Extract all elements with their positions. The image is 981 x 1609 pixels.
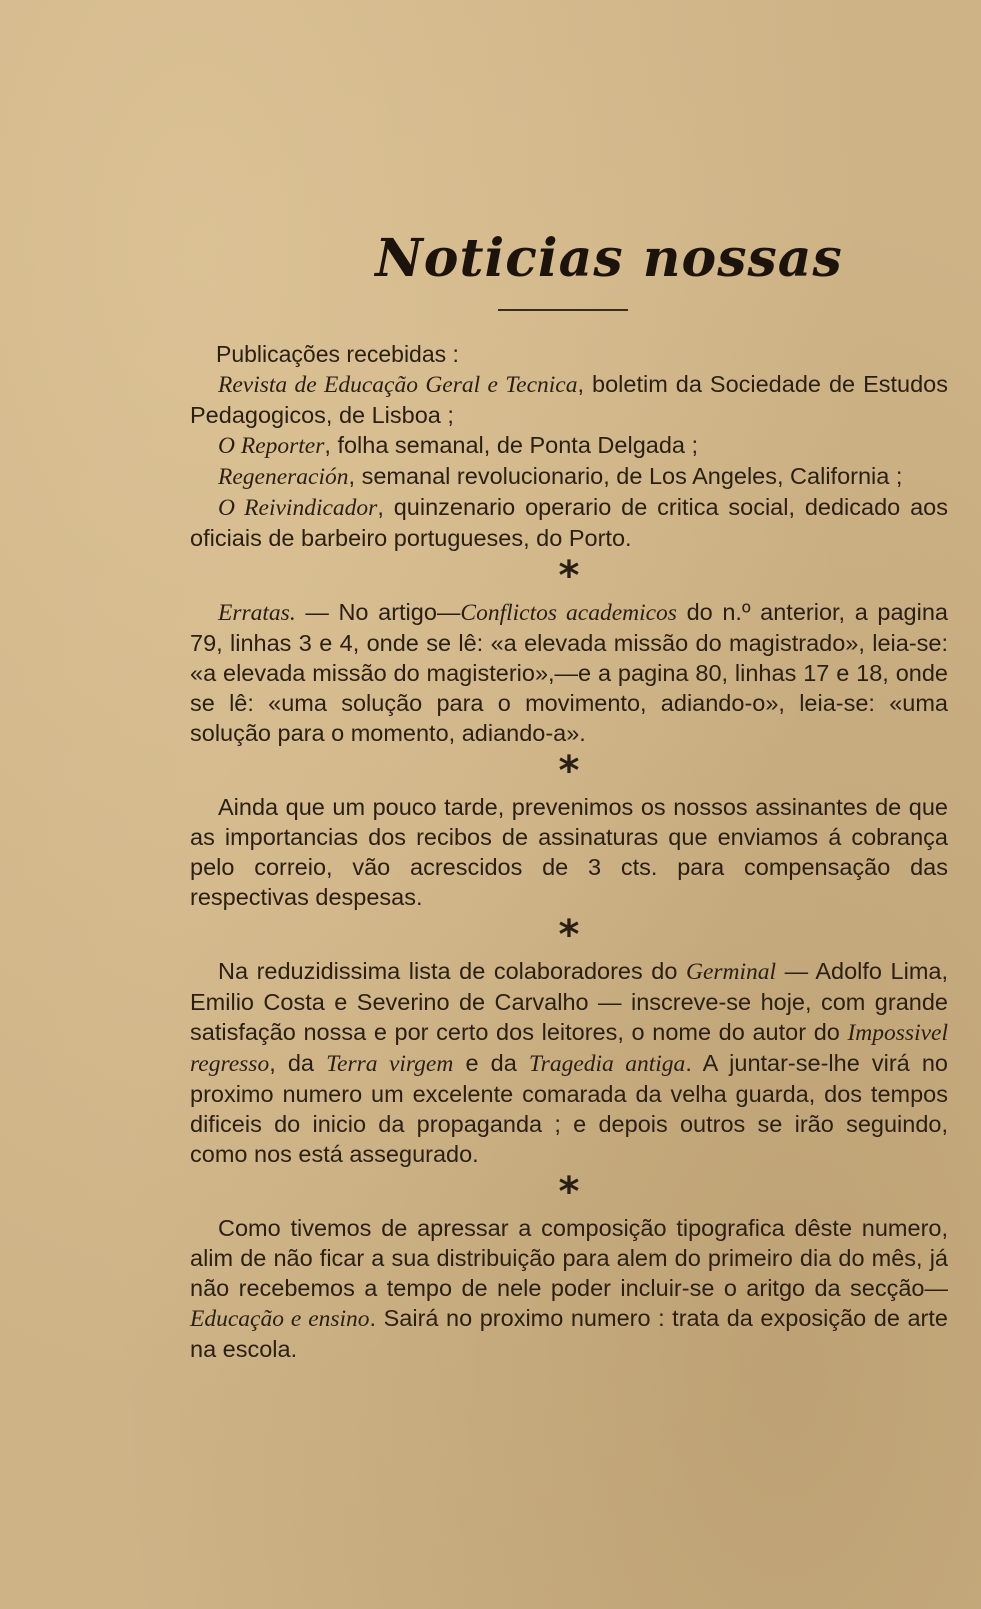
separator-star: * — [558, 1169, 580, 1215]
publication-name: Regeneración — [218, 464, 349, 490]
received-item-1: Revista de Educação Geral e Tecnica, boletim da Sociedade de Estudos Pedagogicos, de Lisboa ; — [190, 371, 948, 428]
publication-name: O Reporter — [218, 433, 325, 459]
publication-name: O Reivindicador — [218, 495, 378, 521]
erratas-label: Erratas. — [218, 600, 296, 626]
publication-name: Revista de Educação Geral e Tecnica — [218, 372, 578, 398]
separator-star: * — [558, 553, 580, 599]
title-rule — [498, 309, 628, 311]
page-title: Noticias nossas — [375, 228, 843, 289]
received-heading: Publicações recebidas : — [216, 341, 459, 367]
received-item-2: O Reporter, folha semanal, de Ponta Delgada ; — [218, 432, 699, 459]
erratas-paragraph: Erratas. — No artigo—Conflictos academicos do n.º anterior, a pagina 79, linhas 3 e 4, onde se lê: «a elevada missão do magistrado», leia-se: «a elevada missão do magisterio»,—e a pagina 80, linhas 17 e 18, onde se lê: «uma solução para o movimento, adiando-o», leia-se: «uma solução para o momento, adiando-a». — [190, 599, 948, 746]
notice-subscriptions: Ainda que um pouco tarde, prevenimos os nossos assinantes de que as importancias dos recibos de assinaturas que enviamos á cobrança pelo correio, vão acrescidos de 3 cts. para compensação das respectivas despesas. — [190, 794, 948, 910]
received-item-3: Regeneración, semanal revolucionario, de Los Angeles, California ; — [218, 463, 903, 490]
page — [190, 215, 948, 1364]
separator-star: * — [558, 748, 580, 794]
received-item-4: O Reivindicador, quinzenario operario de critica social, dedicado aos oficiais de barbeiro portugueses, do Porto. — [190, 494, 948, 551]
notice-collaborators: Na reduzidissima lista de colaboradores do Germinal — Adolfo Lima, Emilio Costa e Severino de Carvalho — inscreve-se hoje, com grande satisfação nossa e por certo dos leitores, o nome do autor do Impossivel regresso, da Terra virgem e da Tragedia antiga. A juntar-se-lhe virá no proximo numero um excelente comarada da velha guarda, dos tempos dificeis do inicio da propaganda ; e depois outros se irão seguindo, como nos está assegurado. — [190, 958, 949, 1167]
article-title: Conflictos academicos — [460, 600, 677, 626]
notice-composition: Como tivemos de apressar a composição tipografica dêste numero, alim de não ficar a sua distribuição para alem do primeiro dia do mês, já não recebemos a tempo de nele poder incluir-se o aritgo da secção—Educação e ensino. Sairá no proximo numero : trata da exposição de arte na escola. — [190, 1215, 948, 1362]
separator-star: * — [558, 912, 580, 958]
